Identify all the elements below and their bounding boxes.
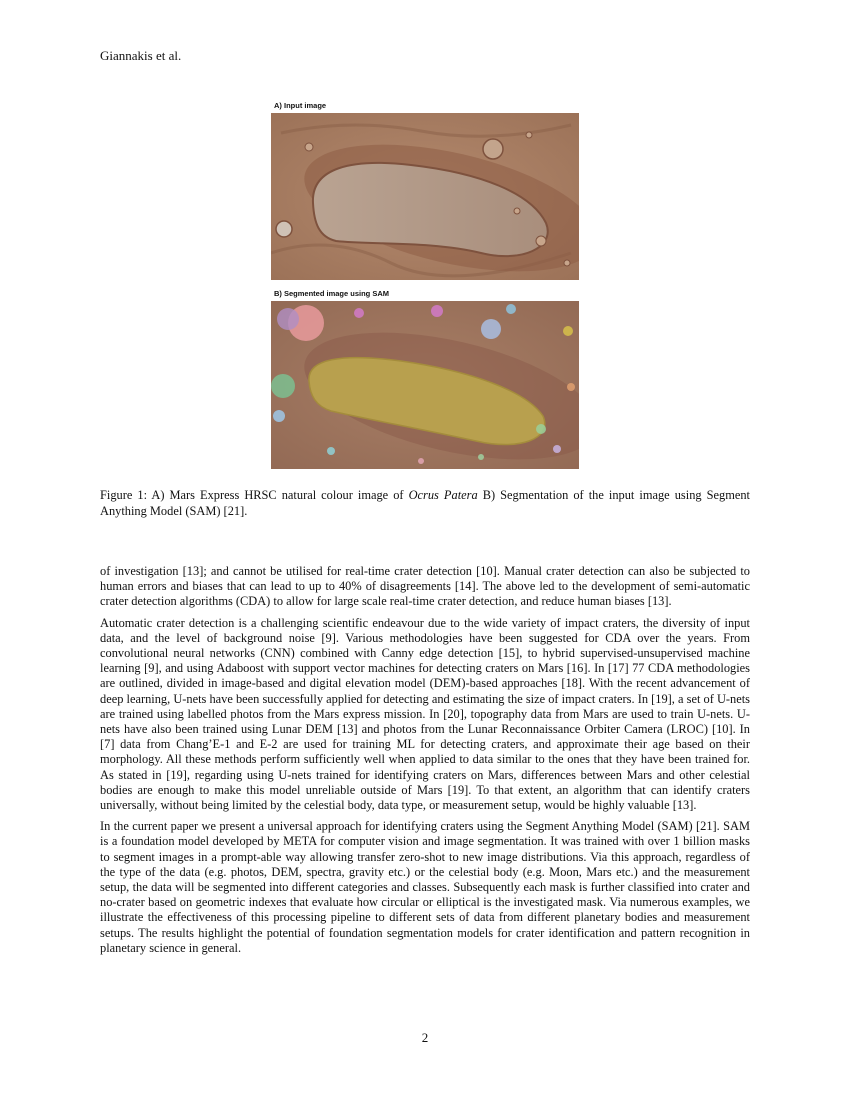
page-number: 2 [421, 1030, 429, 1045]
body-text [100, 564, 750, 962]
paragraph: Automatic crater detection is a challenging scientific endeavour due to the wide variety of impact craters, the diversity of input data, and the level of background noise [9]. Various methodologies have been suggested for CDA over the years. From convolutional neural networks (CNN) combined with Canny edge detection [15], to hybrid supervised-unsupervised machine learning [9], and using Adaboost with support vector machines for detecting craters on Mars [16]. In [17] 77 CDA methodologies are outlined, divided in image-based and digital elevation model (DEM)-based approaches [18]. With the recent advancement of deep learning, U-nets have been successfully applied for detecting and estimating the size of impact craters. In [19], a set of U-nets are trained using labelled photos from the Mars express mission. In [20], topography data from Mars are used to train U-nets. U-nets have also been trained using Lunar DEM [13] and photos from the Lunar Reconnaissance Orbiter Camera (LROC) [10]. In [7] data from Chang’E-1 and E-2 are used for training ML for detecting craters, and approximate their age based on their morphology. All these methods perform sufficiently well when applied to data similar to the ones that they have been trained for. As stated in [19], regarding using U-nets trained for identifying craters on Mars, differences between Mars and other celestial bodies are enough to make this model unreliable outside of Mars [19]. To that extent, an algorithm that can identify craters universally, without being limited by the celestial body, data type, or measurement setup, would be highly valuable [13]. [100, 615, 750, 813]
figure-caption: Figure 1: A) Mars Express HRSC natural colour image of Ocrus Patera B) Segmentation of the input image using Segment Anything Model (SAM) [21]. [100, 488, 750, 518]
panel-b-label: B) Segmented image using SAM [274, 289, 390, 298]
segmented-image [271, 301, 579, 469]
running-header: Giannakis et al. [100, 48, 182, 63]
paragraph: In the current paper we present a universal approach for identifying craters using the Segment Anything Model (SAM) [21]. SAM is a foundation model developed by META for computer vision and image segmentation. It was trained with over 1 billion masks to segment images in a prompt-able way allowing transfer zero-shot to new image distributions. Via this approach, regardless of the type of the data (e.g. photos, DEM, spectra, gravity etc.) or the celestial body (e.g. Moon, Mars etc.) and the measurement setup, the data will be segmented into different categories and classes. Subsequently each mask is further classified into crater and no-crater based on geometric indexes that evaluate how circular or elliptical is the investigated mask. Via numerous examples, we illustrate the effectiveness of this processing pipeline to different sets of data from different planetary bodies and measurement setups. The results highlight the potential of foundation segmentation models for crater identification and pattern recognition in planetary science in general. [100, 819, 750, 955]
input-image [271, 113, 579, 280]
paragraph: of investigation [13]; and cannot be utilised for real-time crater detection [10]. Manual crater detection can also be subjected to human errors and biases that can lead to up to 40% of disagreements [14]. The above led to the development of semi-automatic crater detection algorithms (CDA) to allow for large scale real-time crater detection, and reduce human biases [13]. [100, 564, 750, 609]
panel-a-label: A) Input image [274, 101, 327, 110]
